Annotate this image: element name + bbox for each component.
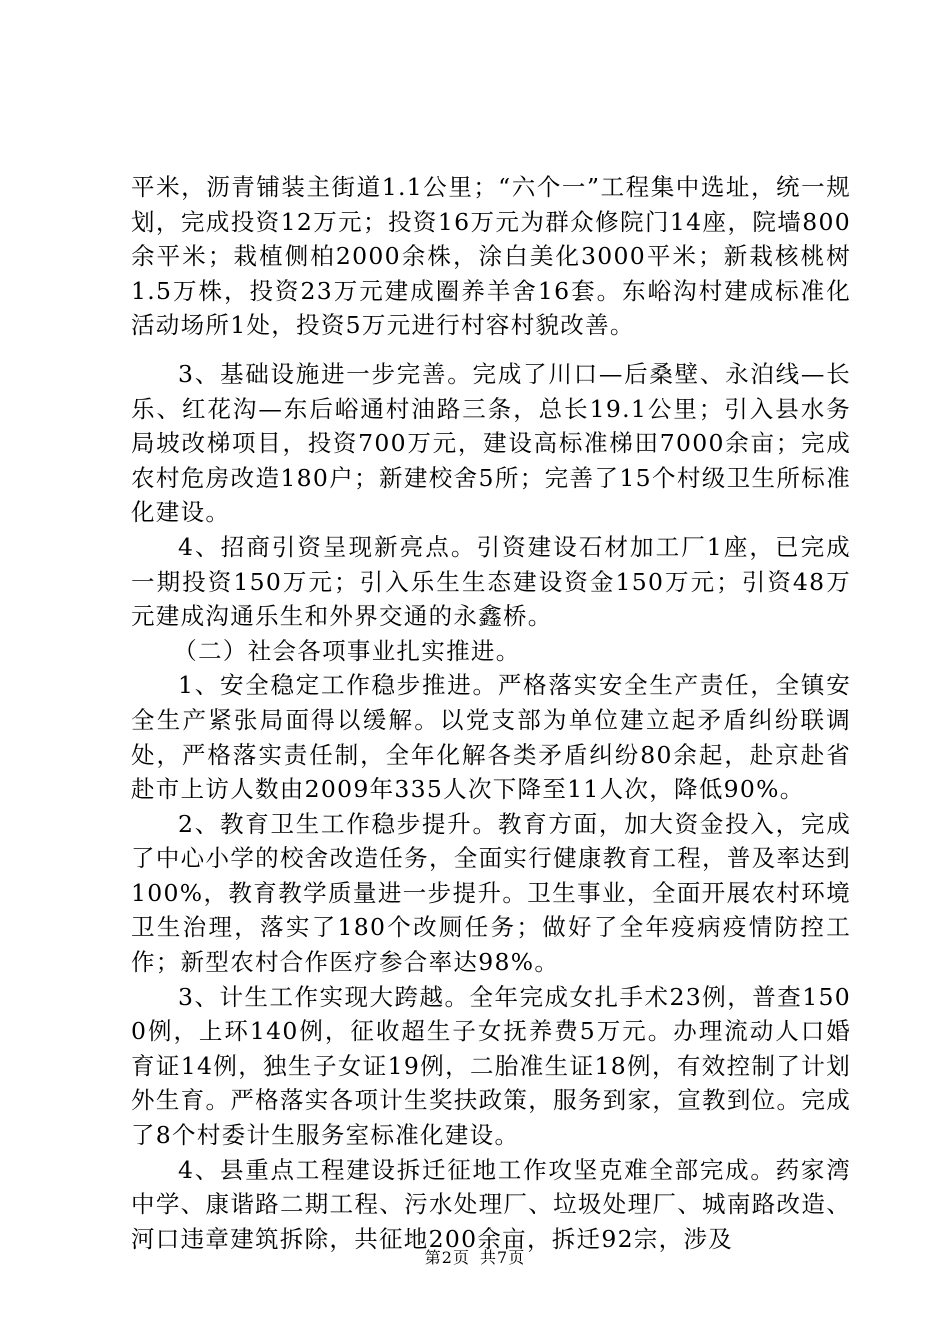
section-heading-social: （二）社会各项事业扎实推进。: [173, 636, 521, 665]
body-text: [131, 170, 851, 1256]
paragraph-investment: 4、招商引资呈现新亮点。引资建设石材加工厂1座，已完成一期投资150万元；引入乐生生态建设资金150万元；引资48万元建成沟通乐生和外界交通的永鑫桥。: [131, 532, 851, 631]
paragraph-family-planning: 3、计生工作实现大跨越。全年完成女扎手术23例，普查1500例，上环140例，征收超生子女抚养费5万元。办理流动人口婚育证14例，独生子女证19例，二胎准生证18例，有效控制了计划外生育。严格落实各项计生奖扶政策，服务到家，宣教到位。完成了8个村委计生服务室标准化建设。: [131, 982, 851, 1150]
paragraph-education: 2、教育卫生工作稳步提升。教育方面，加大资金投入，完成了中心小学的校舍改造任务，全面实行健康教育工程，普及率达到100%，教育教学质量进一步提升。卫生事业，全面开展农村环境卫生治理，落实了180个改厕任务；做好了全年疫病疫情防控工作；新型农村合作医疗参合率达98%。: [131, 809, 851, 977]
paragraph-continuation: 平米，沥青铺装主街道1.1公里；“六个一”工程集中选址，统一规划，完成投资12万元；投资16万元为群众修院门14座，院墙800余平米；栽植侧柏2000余株，涂白美化3000平米；新栽核桃树1.5万株，投资23万元建成圈养羊舍16套。东峪沟村建成标准化活动场所1处，投资5万元进行村容村貌改善。: [131, 173, 851, 340]
page-total: 共7页: [480, 1248, 526, 1267]
paragraph-gap: [131, 343, 851, 357]
page-number: 第2页: [424, 1248, 470, 1267]
paragraph-key-projects: 4、县重点工程建设拆迁征地工作攻坚克难全部完成。药家湾中学、康谐路二期工程、污水处理厂、垃圾处理厂、城南路改造、河口违章建筑拆除，共征地200余亩，拆迁92宗，涉及: [131, 1155, 851, 1253]
page-footer: [0, 1245, 950, 1268]
paragraph-infrastructure: 3、基础设施进一步完善。完成了川口—后桑壁、永泊线—长乐、红花沟—东后峪通村油路三条，总长19.1公里；引入县水务局坡改梯项目，投资700万元，建设高标准梯田7000余亩；完成农村危房改造180户；新建校舍5所；完善了15个村级卫生所标准化建设。: [131, 359, 851, 527]
paragraph-safety: 1、安全稳定工作稳步推进。严格落实安全生产责任，全镇安全生产紧张局面得以缓解。以党支部为单位建立起矛盾纠纷联调处，严格落实责任制，全年化解各类矛盾纠纷80余起，赴京赴省赴市上访人数由2009年335人次下降至11人次，降低90%。: [131, 671, 851, 804]
